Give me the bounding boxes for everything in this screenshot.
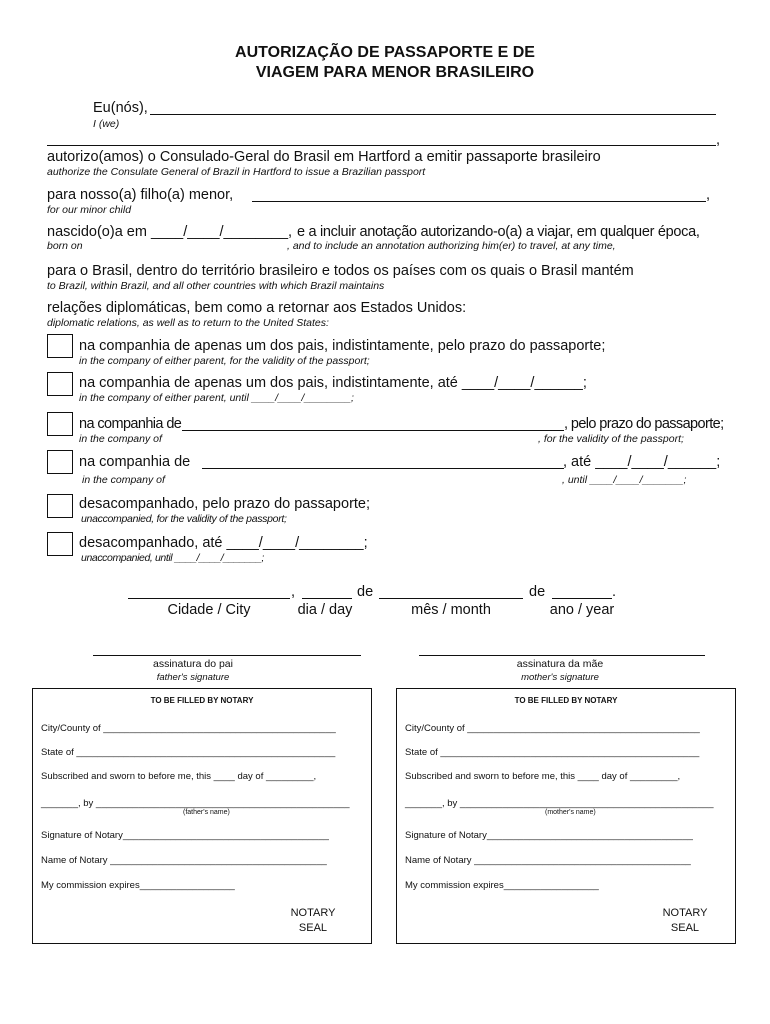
father-signature-label: assinatura do pai bbox=[153, 658, 233, 670]
born-date-field[interactable]: nascido(o)a em ____/____/________, bbox=[47, 224, 293, 240]
child-label: para nosso(a) filho(a) menor, bbox=[47, 187, 234, 203]
notary-box-father bbox=[32, 688, 372, 944]
notary-box-heading: TO BE FILLED BY NOTARY bbox=[150, 696, 254, 705]
day-label: dia / day bbox=[297, 602, 353, 618]
relations-text: relações diplomáticas, bem como a retornar aos Estados Unidos: bbox=[47, 300, 467, 316]
option-3-validity-en: , for the validity of the passport; bbox=[538, 433, 684, 445]
father-signature-label-en: father's signature bbox=[156, 672, 230, 683]
form-title-line1: AUTORIZAÇÃO DE PASSAPORTE E DE bbox=[235, 44, 535, 61]
option-3-label-en: in the company of bbox=[79, 433, 162, 445]
notary-state-field[interactable]: State of _________________________________________________ bbox=[405, 747, 700, 758]
notary-seal-label bbox=[645, 906, 725, 936]
option-2-label: na companhia de apenas um dos pais, indistintamente, até ____/____/______; bbox=[79, 375, 587, 391]
child-comma: , bbox=[706, 187, 711, 203]
option-5-checkbox[interactable] bbox=[47, 494, 73, 518]
date-de-1: de bbox=[357, 584, 374, 600]
day-field[interactable] bbox=[302, 598, 352, 599]
form-title-line2: VIAGEM PARA MENOR BRASILEIRO bbox=[255, 64, 535, 81]
year-label: ano / year bbox=[549, 602, 615, 618]
authorize-text: autorizo(amos) o Consulado-Geral do Brasil em Hartford a emitir passaporte brasileiro bbox=[47, 149, 601, 165]
date-comma: , bbox=[291, 584, 296, 600]
declarant-label-en: I (we) bbox=[93, 118, 120, 130]
notary-commission-field[interactable]: My commission expires__________________ bbox=[405, 880, 599, 891]
notary-city-field[interactable]: City/County of ____________________________________________ bbox=[41, 723, 336, 734]
date-de-2: de bbox=[529, 584, 546, 600]
option-6-label-en: unaccompanied, until ____/____/_______; bbox=[81, 552, 264, 564]
option-4-companion-field[interactable] bbox=[202, 468, 564, 469]
notary-city-field[interactable]: City/County of ____________________________________________ bbox=[405, 723, 700, 734]
option-4-until-text: , até ____/____/______; bbox=[563, 454, 721, 470]
declarant-comma: , bbox=[716, 132, 721, 148]
notary-box-mother bbox=[396, 688, 736, 944]
option-1-label-en: in the company of either parent, for the validity of the passport; bbox=[79, 355, 370, 367]
mother-signature-label-en: mother's signature bbox=[521, 672, 599, 683]
option-4-label: na companhia de bbox=[79, 454, 191, 470]
notary-state-field[interactable]: State of _________________________________________________ bbox=[41, 747, 336, 758]
notary-father-name-hint: (father's name) bbox=[183, 809, 230, 816]
born-label-en: born on bbox=[47, 240, 83, 252]
notary-seal-line1: NOTARY bbox=[662, 907, 708, 919]
relations-text-en: diplomatic relations, as well as to return to the United States: bbox=[47, 317, 329, 329]
option-6-checkbox[interactable] bbox=[47, 532, 73, 556]
option-3-companion-field[interactable] bbox=[182, 430, 564, 431]
brazil-text: para o Brasil, dentro do território brasileiro e todos os países com os quais o Brasil mantém bbox=[47, 263, 634, 279]
option-1-checkbox[interactable] bbox=[47, 334, 73, 358]
notary-seal-label bbox=[273, 906, 353, 936]
notary-signature-field[interactable]: Signature of Notary_______________________________________ bbox=[41, 830, 329, 841]
notary-sworn-field[interactable]: Subscribed and sworn to before me, this ____ day of _________, bbox=[41, 771, 317, 782]
declarant-name-field[interactable] bbox=[150, 114, 716, 115]
option-4-until-en: , until ____/____/_______; bbox=[562, 474, 687, 486]
month-label: mês / month bbox=[411, 602, 491, 618]
city-field[interactable] bbox=[128, 598, 290, 599]
notary-by-field[interactable]: _______, by ________________________________________________ bbox=[405, 798, 714, 809]
notary-seal-line2: SEAL bbox=[298, 922, 328, 934]
mother-signature-field[interactable] bbox=[419, 655, 705, 656]
option-5-label-en: unaccompanied, for the validity of the passport; bbox=[81, 513, 287, 525]
option-2-checkbox[interactable] bbox=[47, 372, 73, 396]
option-5-label: desacompanhado, pelo prazo do passaporte; bbox=[79, 496, 371, 512]
notary-name-field[interactable]: Name of Notary _________________________________________ bbox=[41, 855, 327, 866]
notary-mother-name-hint: (mother's name) bbox=[545, 809, 596, 816]
notary-box-heading: TO BE FILLED BY NOTARY bbox=[514, 696, 618, 705]
notary-seal-line2: SEAL bbox=[670, 922, 700, 934]
father-signature-field[interactable] bbox=[93, 655, 361, 656]
option-4-label-en: in the company of bbox=[82, 474, 165, 486]
option-3-label: na companhia de bbox=[79, 416, 182, 432]
option-4-checkbox[interactable] bbox=[47, 450, 73, 474]
notary-seal-line1: NOTARY bbox=[290, 907, 336, 919]
declarant-name-field-2[interactable] bbox=[47, 145, 716, 146]
notary-commission-field[interactable]: My commission expires__________________ bbox=[41, 880, 235, 891]
born-annotation-en: , and to include an annotation authorizing him(er) to travel, at any time, bbox=[287, 240, 616, 252]
option-3-validity-text: , pelo prazo do passaporte; bbox=[564, 416, 724, 432]
notary-name-field[interactable]: Name of Notary _________________________________________ bbox=[405, 855, 691, 866]
year-field[interactable] bbox=[552, 598, 612, 599]
option-6-label: desacompanhado, até ____/____/________; bbox=[79, 535, 368, 551]
declarant-label: Eu(nós), bbox=[93, 100, 148, 116]
notary-sworn-field[interactable]: Subscribed and sworn to before me, this ____ day of _________, bbox=[405, 771, 681, 782]
notary-by-field[interactable]: _______, by ________________________________________________ bbox=[41, 798, 350, 809]
mother-signature-label: assinatura da mãe bbox=[516, 658, 604, 670]
city-label: Cidade / City bbox=[167, 602, 251, 618]
born-annotation-text: e a incluir anotação autorizando-o(a) a viajar, em qualquer época, bbox=[297, 224, 700, 240]
month-field[interactable] bbox=[379, 598, 523, 599]
child-name-field[interactable] bbox=[252, 201, 706, 202]
notary-signature-field[interactable]: Signature of Notary_______________________________________ bbox=[405, 830, 693, 841]
brazil-text-en: to Brazil, within Brazil, and all other countries with which Brazil maintains bbox=[47, 280, 385, 292]
option-3-checkbox[interactable] bbox=[47, 412, 73, 436]
date-period: . bbox=[612, 584, 617, 600]
authorize-text-en: authorize the Consulate General of Brazil in Hartford to issue a Brazilian passport bbox=[47, 166, 426, 178]
child-label-en: for our minor child bbox=[47, 204, 132, 216]
option-2-label-en: in the company of either parent, until ____/____/________; bbox=[79, 392, 354, 404]
option-1-label: na companhia de apenas um dos pais, indistintamente, pelo prazo do passaporte; bbox=[79, 338, 606, 354]
